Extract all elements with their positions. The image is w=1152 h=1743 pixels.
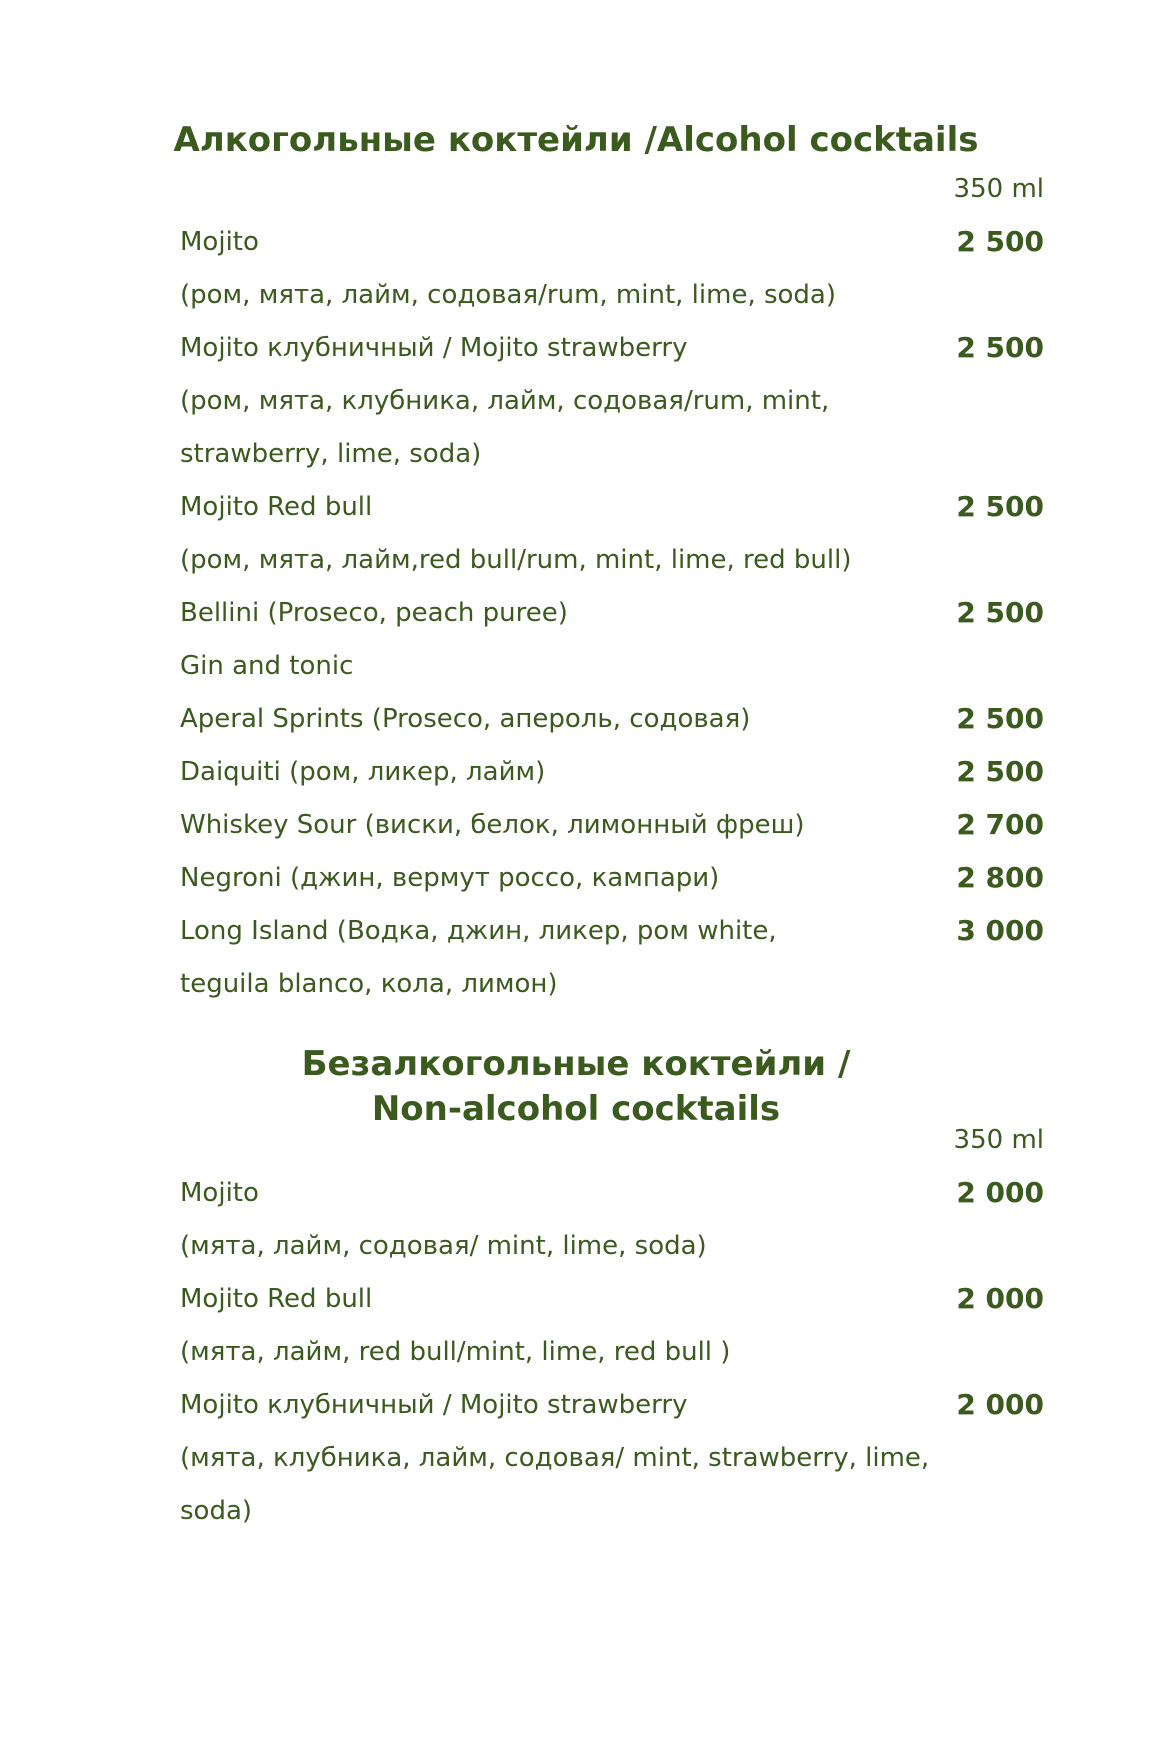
- item-name: Mojito Red bull: [180, 492, 373, 522]
- menu-item: [180, 487, 1044, 527]
- non-alcohol-volume-label: 350 ml: [953, 1125, 1044, 1155]
- item-description: (ром, мята, клубника, лайм, содовая/rum, mint,: [180, 386, 830, 416]
- menu-item: [180, 593, 1044, 633]
- item-price: 2 500: [956, 490, 1044, 523]
- menu-item: [180, 752, 1044, 792]
- item-name: Mojito: [180, 1178, 259, 1208]
- item-price: 2 500: [956, 755, 1044, 788]
- item-description: (мята, клубника, лайм, содовая/ mint, strawberry, lime,: [180, 1443, 930, 1473]
- non-alcohol-section-title: Безалкогольные коктейли /: [301, 1044, 851, 1084]
- item-description: (ром, мята, лайм, содовая/rum, mint, lime, soda): [180, 280, 837, 310]
- item-price: 3 000: [956, 914, 1044, 947]
- item-name: Whiskey Sour (виски, белок, лимонный фреш): [180, 810, 805, 840]
- menu-item: [180, 858, 1044, 898]
- item-description: teguila blanco, кола, лимон): [180, 969, 558, 999]
- menu-item: [180, 646, 1044, 686]
- item-price: 2 000: [956, 1176, 1044, 1209]
- item-name: Mojito клубничный / Mojito strawberry: [180, 1390, 688, 1420]
- item-name: Bellini (Proseco, peach puree): [180, 598, 568, 628]
- item-name: Negroni (джин, вермут россо, кампари): [180, 863, 720, 893]
- item-description: (ром, мята, лайм,red bull/rum, mint, lime, red bull): [180, 545, 852, 575]
- item-name: Gin and tonic: [180, 651, 354, 681]
- alcohol-section-title: Алкогольные коктейли /Alcohol cocktails: [173, 120, 979, 160]
- item-description: (мята, лайм, содовая/ mint, lime, soda): [180, 1231, 707, 1261]
- item-price: 2 500: [956, 225, 1044, 258]
- item-price: 2 000: [956, 1282, 1044, 1315]
- item-price: 2 700: [956, 808, 1044, 841]
- alcohol-volume-label: 350 ml: [953, 174, 1044, 204]
- item-name: Mojito: [180, 227, 259, 257]
- item-name: Mojito Red bull: [180, 1284, 373, 1314]
- item-description: (мята, лайм, red bull/mint, lime, red bull ): [180, 1337, 731, 1367]
- item-price: 2 500: [956, 702, 1044, 735]
- menu-item: [180, 1173, 1044, 1213]
- item-description: soda): [180, 1496, 253, 1526]
- item-price: 2 500: [956, 331, 1044, 364]
- item-name: Aperal Sprints (Proseco, апероль, содовая): [180, 704, 751, 734]
- menu-item: [180, 222, 1044, 262]
- item-name: Mojito клубничный / Mojito strawberry: [180, 333, 688, 363]
- non-alcohol-section-subtitle: Non-alcohol cocktails: [371, 1089, 781, 1129]
- menu-item: [180, 805, 1044, 845]
- item-name: Daiquiti (ром, ликер, лайм): [180, 757, 546, 787]
- menu-item: [180, 328, 1044, 368]
- menu-item: [180, 1385, 1044, 1425]
- item-price: 2 800: [956, 861, 1044, 894]
- item-description: strawberry, lime, soda): [180, 439, 482, 469]
- item-price: 2 000: [956, 1388, 1044, 1421]
- menu-item: [180, 1279, 1044, 1319]
- menu-item: [180, 699, 1044, 739]
- item-name: Long Island (Водка, джин, ликер, ром white,: [180, 916, 777, 946]
- menu-item: [180, 911, 1044, 951]
- item-price: 2 500: [956, 596, 1044, 629]
